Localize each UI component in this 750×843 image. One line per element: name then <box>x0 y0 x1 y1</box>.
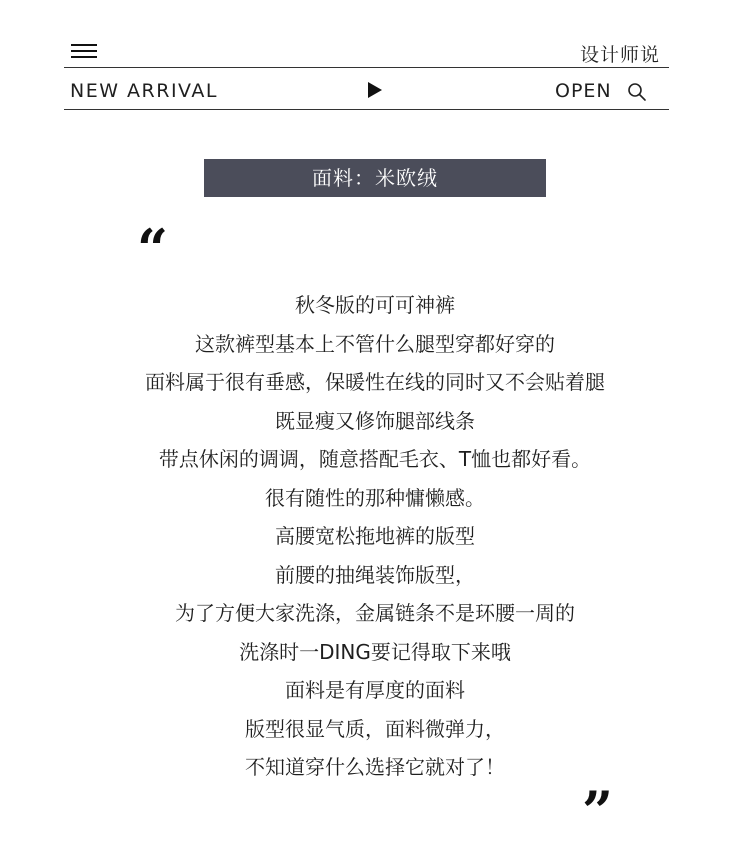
top-divider <box>64 67 669 68</box>
description-line: 洗涤时一DING要记得取下来哦 <box>239 639 511 664</box>
description-line: 不知道穿什么选择它就对了！ <box>245 755 505 779</box>
description-line: 这款裤型基本上不管什么腿型穿都好穿的 <box>195 331 555 356</box>
description-line: 为了方便大家洗涤，金属链条不是环腰一周的 <box>175 601 575 625</box>
description-line: 带点休闲的调调，随意搭配毛衣、T恤也都好看。 <box>158 447 592 471</box>
open-quote-mark: “ <box>137 217 169 281</box>
description-line: 高腰宽松拖地裤的版型 <box>275 524 475 548</box>
description-line: 前腰的抽绳装饰版型， <box>275 562 475 587</box>
description-line: 版型很显气质，面料微弹力， <box>245 716 505 741</box>
play-icon[interactable] <box>368 82 382 98</box>
description-line: 面料是有厚度的面料 <box>285 678 465 702</box>
new-arrival-link[interactable]: NEW ARRIVAL <box>70 80 218 102</box>
menu-icon[interactable] <box>71 44 97 60</box>
description-line: 面料属于很有垂感，保暖性在线的同时又不会贴着腿 <box>145 370 605 394</box>
description-line: 秋冬版的可可神裤 <box>295 293 455 317</box>
fabric-banner: 面料：米欧绒 <box>204 159 546 197</box>
nav-divider <box>64 109 669 110</box>
close-quote-mark: ” <box>582 779 614 843</box>
description-text <box>0 286 750 787</box>
header-title[interactable]: 设计师说 <box>579 44 660 66</box>
description-line: 既显瘦又修饰腿部线条 <box>275 408 475 433</box>
open-link[interactable]: OPEN <box>555 80 612 102</box>
search-icon[interactable] <box>627 82 647 102</box>
description-line: 很有随性的那种慵懒感。 <box>265 485 485 510</box>
